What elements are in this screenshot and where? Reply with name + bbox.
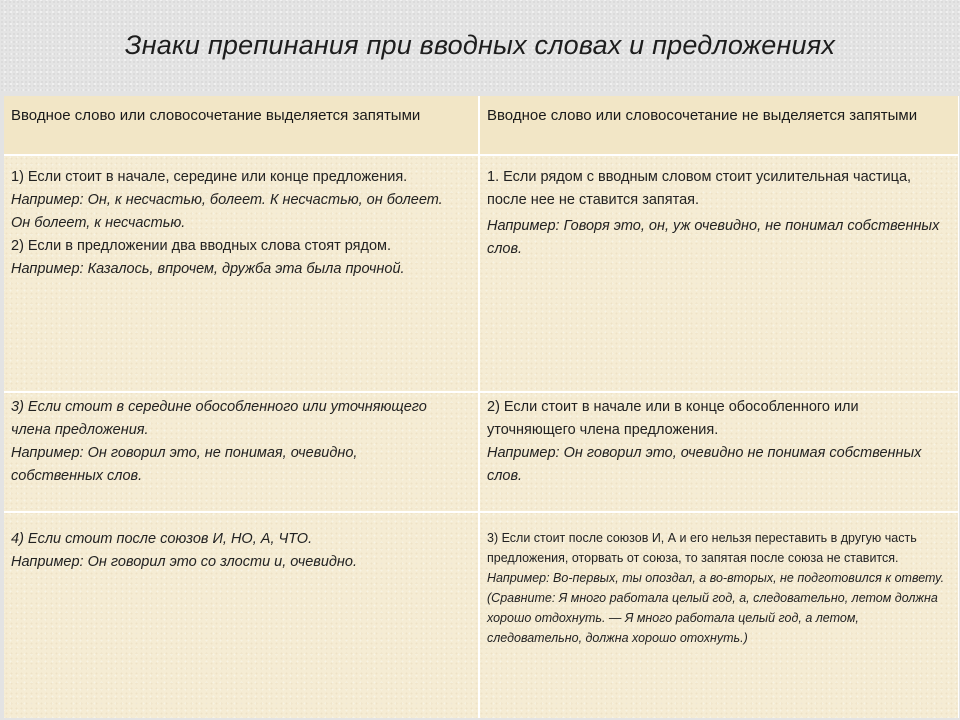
right-row-1 [487, 166, 947, 261]
rule-text: 4) Если стоит после союзов И, НО, А, ЧТО. [11, 531, 313, 547]
title-bar [0, 0, 960, 92]
example-text: Например: Казалось, впрочем, дружба эта была прочной. [11, 261, 405, 277]
right-row-3 [487, 528, 947, 648]
example-text: Он болеет, к несчастью. [11, 215, 186, 231]
left-row-3 [11, 528, 471, 574]
header-right: Вводное слово или словосочетание не выделяется запятыми [487, 107, 918, 124]
left-row-1 [11, 166, 471, 281]
header-left: Вводное слово или словосочетание выделяется запятыми [11, 107, 421, 124]
example-text: Например: Он говорил это, очевидно не понимая собственных слов. [487, 445, 922, 484]
example-text: (Сравните: Я много работала целый год, а, следовательно, летом должна хорошо отдохнуть. — Я много работала целый год, а летом, следовательно, должна хорошо отохнуть.) [487, 591, 938, 645]
example-text: Например: Говоря это, он, уж очевидно, не понимал собственных слов. [487, 218, 940, 257]
example-text: Например: Он говорил это со злости и, очевидно. [11, 554, 357, 570]
rule-text: 1. Если рядом с вводным словом стоит усилительная частица, после нее не ставится запятая. [487, 169, 912, 208]
rule-text: 3) Если стоит после союзов И, А и его нельзя переставить в другую часть предложения, оторвать от союза, то запятая после союза не ставится. [487, 531, 917, 565]
rule-text: 1) Если стоит в начале, середине или конце предложения. [11, 169, 408, 185]
column-divider [478, 96, 480, 718]
example-text: Например: Он говорил это, не понимая, очевидно, собственных слов. [11, 445, 358, 484]
rule-text: 2) Если стоит в начале или в конце обособленного или уточняющего члена предложения. [487, 399, 859, 438]
rules-table [4, 96, 959, 718]
rule-text: 3) Если стоит в середине обособленного или уточняющего члена предложения. [11, 399, 427, 438]
example-text: Например: Он, к несчастью, болеет. К несчастью, он болеет. [11, 192, 443, 208]
example-text: Например: Во-первых, ты опоздал, а во-вторых, не подготовился к ответу. [487, 571, 945, 585]
row-divider [4, 511, 958, 513]
rule-text: 2) Если в предложении два вводных слова стоят рядом. [11, 238, 392, 254]
left-row-2 [11, 396, 451, 488]
right-row-2 [487, 396, 947, 488]
page-title: Знаки препинания при вводных словах и предложениях [124, 30, 836, 60]
row-divider [4, 391, 958, 393]
